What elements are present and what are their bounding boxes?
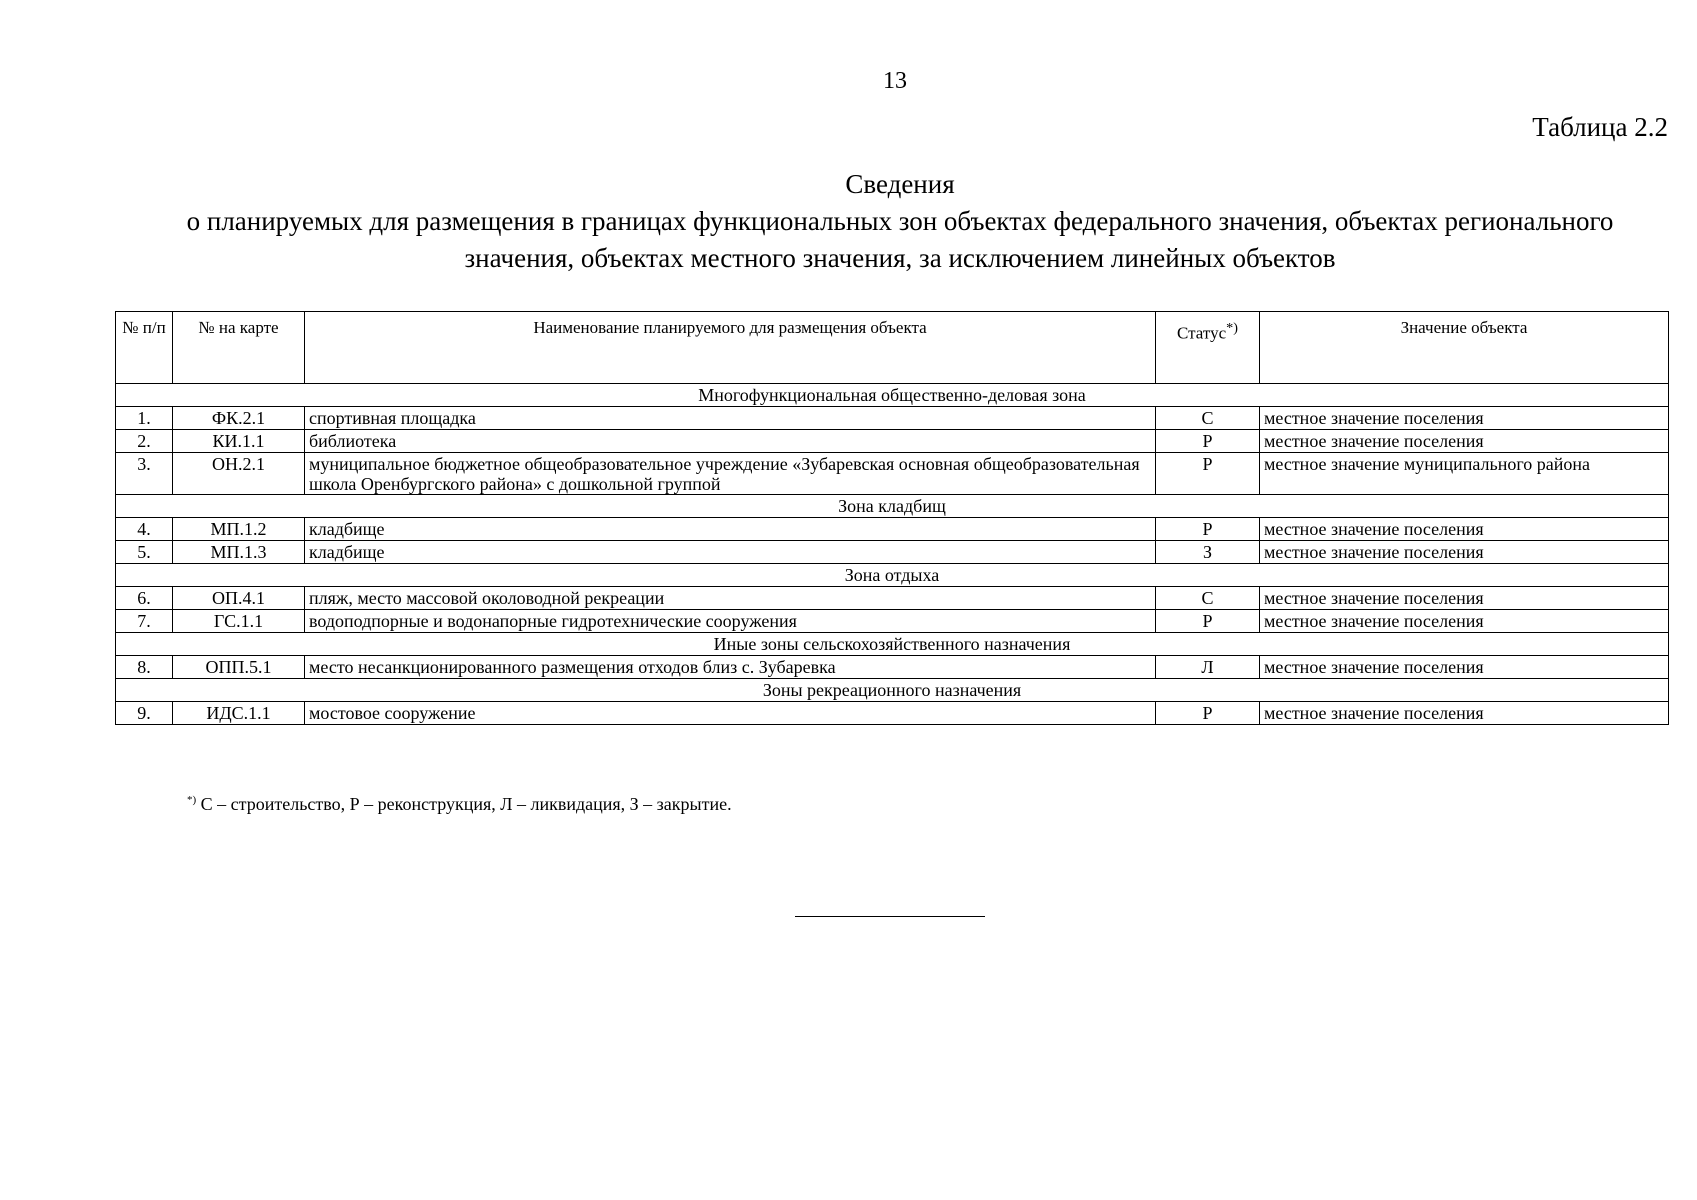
heading-line-1: о планируемых для размещения в границах функциональных зон объектах федерального значения, объектах регионального: [186, 206, 1614, 236]
cell-status: Р: [1156, 518, 1260, 541]
cell-object-name: спортивная площадка: [305, 407, 1156, 430]
cell-object-name: кладбище: [305, 541, 1156, 564]
cell-num: 5.: [116, 541, 173, 564]
cell-object-name: кладбище: [305, 518, 1156, 541]
table-label: Таблица 2.2: [1532, 112, 1668, 142]
table-row: [116, 407, 1669, 430]
footnote: [187, 794, 732, 815]
cell-object-value: местное значение поселения: [1260, 587, 1669, 610]
cell-object-value: местное значение поселения: [1260, 610, 1669, 633]
heading-line-2: значения, объектах местного значения, за исключением линейных объектов: [464, 243, 1336, 273]
cell-map-code: ГС.1.1: [173, 610, 305, 633]
cell-status: З: [1156, 541, 1260, 564]
header-map: № на карте: [173, 312, 305, 384]
section-title: Зона кладбищ: [116, 495, 1669, 518]
section-title: Зона отдыха: [116, 564, 1669, 587]
cell-object-value: местное значение поселения: [1260, 656, 1669, 679]
header-name: Наименование планируемого для размещения объекта: [305, 312, 1156, 384]
cell-object-name: библиотека: [305, 430, 1156, 453]
cell-object-value: местное значение поселения: [1260, 407, 1669, 430]
header-value: Значение объекта: [1260, 312, 1669, 384]
cell-num: 8.: [116, 656, 173, 679]
section-row: [116, 564, 1669, 587]
cell-map-code: КИ.1.1: [173, 430, 305, 453]
cell-object-value: местное значение поселения: [1260, 541, 1669, 564]
cell-num: 7.: [116, 610, 173, 633]
section-row: [116, 384, 1669, 407]
table-row: [116, 587, 1669, 610]
cell-map-code: МП.1.3: [173, 541, 305, 564]
cell-num: 9.: [116, 702, 173, 725]
cell-map-code: ИДС.1.1: [173, 702, 305, 725]
table-row: [116, 453, 1669, 495]
section-row: [116, 679, 1669, 702]
header-status-mark: *): [1226, 320, 1238, 336]
table-row: [116, 518, 1669, 541]
table-body: [116, 384, 1669, 725]
cell-map-code: ОПП.5.1: [173, 656, 305, 679]
cell-status: Р: [1156, 430, 1260, 453]
cell-num: 6.: [116, 587, 173, 610]
table-row: [116, 702, 1669, 725]
header-status-label: Статус: [1177, 323, 1227, 343]
table-row: [116, 541, 1669, 564]
cell-status: Р: [1156, 453, 1260, 495]
cell-map-code: МП.1.2: [173, 518, 305, 541]
page-number: 13: [883, 68, 907, 94]
header-status: [1156, 312, 1260, 384]
cell-num: 2.: [116, 430, 173, 453]
cell-object-name: мостовое сооружение: [305, 702, 1156, 725]
cell-num: 1.: [116, 407, 173, 430]
section-title: Зоны рекреационного назначения: [116, 679, 1669, 702]
table-header-row: [116, 312, 1669, 384]
cell-object-value: местное значение муниципального района: [1260, 453, 1669, 495]
section-title: Многофункциональная общественно-деловая зона: [116, 384, 1669, 407]
cell-object-name: водоподпорные и водонапорные гидротехнические сооружения: [305, 610, 1156, 633]
cell-object-name: муниципальное бюджетное общеобразовательное учреждение «Зубаревская основная общеобразовательная школа Оренбургского района» с дошкольной группой: [305, 453, 1156, 495]
cell-map-code: ОП.4.1: [173, 587, 305, 610]
cell-object-name: пляж, место массовой околоводной рекреации: [305, 587, 1156, 610]
separator-line: [795, 916, 985, 917]
cell-status: Л: [1156, 656, 1260, 679]
cell-num: 3.: [116, 453, 173, 495]
cell-object-value: местное значение поселения: [1260, 702, 1669, 725]
heading-title: Сведения: [845, 169, 955, 199]
cell-num: 4.: [116, 518, 173, 541]
table-row: [116, 430, 1669, 453]
header-num: № п/п: [116, 312, 173, 384]
footnote-mark: *): [187, 794, 197, 806]
table-heading: [100, 166, 1697, 277]
objects-table: [115, 311, 1669, 725]
cell-object-value: местное значение поселения: [1260, 518, 1669, 541]
cell-status: Р: [1156, 610, 1260, 633]
cell-status: С: [1156, 587, 1260, 610]
cell-map-code: ФК.2.1: [173, 407, 305, 430]
cell-map-code: ОН.2.1: [173, 453, 305, 495]
cell-object-value: местное значение поселения: [1260, 430, 1669, 453]
footnote-text: С – строительство, Р – реконструкция, Л – ликвидация, З – закрытие.: [196, 794, 732, 814]
table-row: [116, 656, 1669, 679]
section-row: [116, 633, 1669, 656]
table-row: [116, 610, 1669, 633]
section-title: Иные зоны сельскохозяйственного назначения: [116, 633, 1669, 656]
cell-status: Р: [1156, 702, 1260, 725]
section-row: [116, 495, 1669, 518]
cell-status: С: [1156, 407, 1260, 430]
cell-object-name: место несанкционированного размещения отходов близ с. Зубаревка: [305, 656, 1156, 679]
